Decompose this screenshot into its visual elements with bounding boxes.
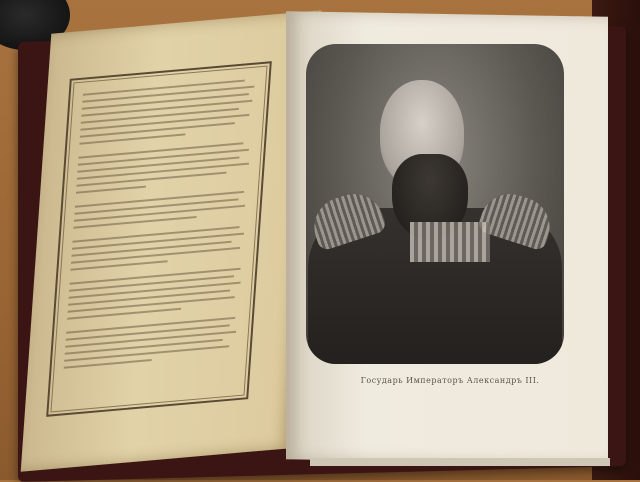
portrait-engraving — [306, 44, 564, 364]
medal-row — [410, 222, 490, 262]
portrait-caption: Государь Императоръ Александръ III. — [360, 376, 540, 385]
left-page-text-block — [61, 78, 259, 403]
page-edges — [310, 458, 610, 466]
